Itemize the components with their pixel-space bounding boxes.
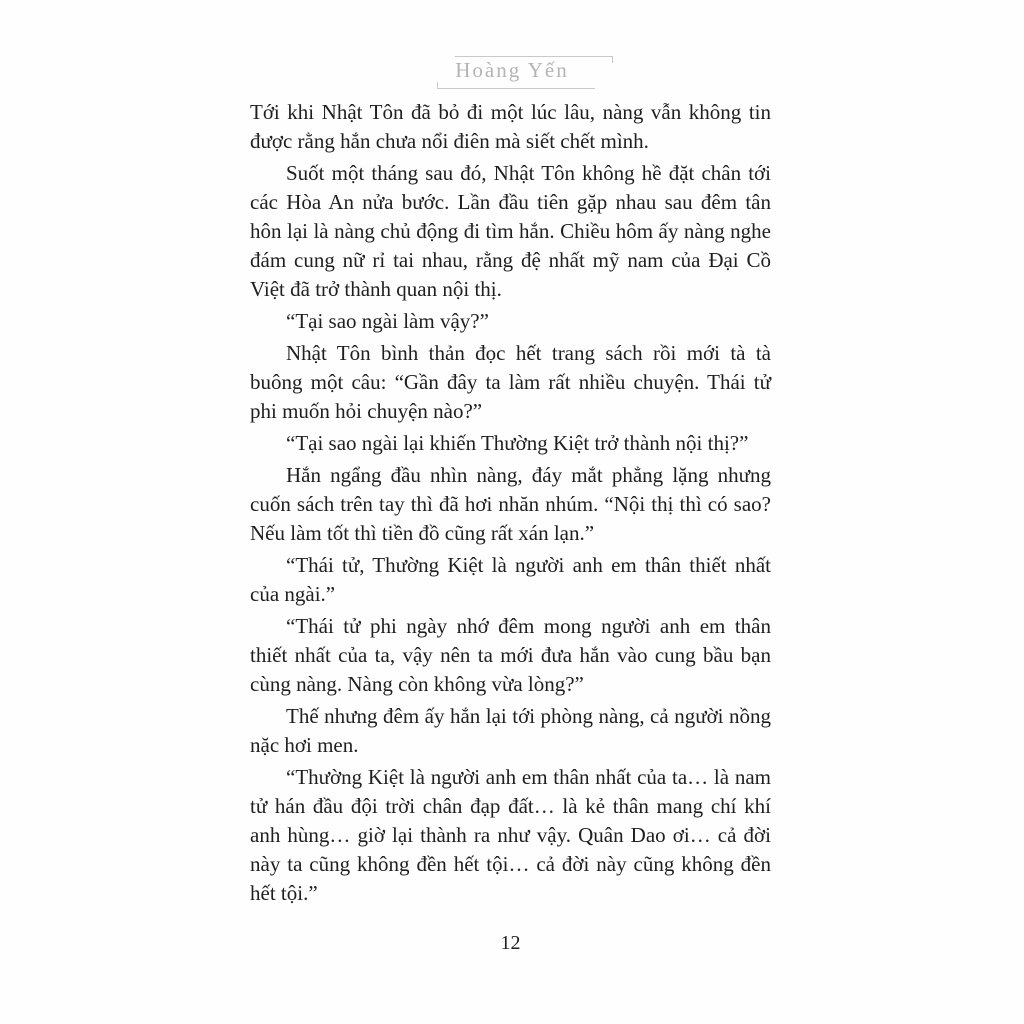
paragraph: “Tại sao ngài lại khiến Thường Kiệt trở thành nội thị?” <box>286 431 749 455</box>
running-header <box>0 48 1024 96</box>
paragraph: Suốt một tháng sau đó, Nhật Tôn không hề đặt chân tới các Hòa An nửa bước. Lần đầu tiên gặp nhau sau đêm tân hôn lại là nàng chủ động đi tìm hắn. Chiều hôm ấy nàng nghe đám cung nữ rỉ tai nhau, rằng đệ nhất mỹ nam của Đại Cồ Việt đã trở thành quan nội thị. <box>250 161 771 301</box>
paragraph: Nhật Tôn bình thản đọc hết trang sách rồi mới tà tà buông một câu: “Gần đây ta làm rất nhiều chuyện. Thái tử phi muốn hỏi chuyện nào?” <box>250 341 771 423</box>
page-body <box>250 98 771 908</box>
paragraph: Thế nhưng đêm ấy hắn lại tới phòng nàng, cả người nồng nặc hơi men. <box>250 704 771 757</box>
paragraph: “Thái tử, Thường Kiệt là người anh em thân thiết nhất của ngài.” <box>250 553 771 606</box>
running-header-title: Hoàng Yến <box>455 58 569 82</box>
header-ornament-bottom-rule <box>437 82 595 89</box>
paragraph: “Thái tử phi ngày nhớ đêm mong người anh em thân thiết nhất của ta, vậy nên ta mới đưa hắn vào cung bầu bạn cùng nàng. Nàng còn không vừa lòng?” <box>250 614 771 696</box>
paragraph: “Tại sao ngài làm vậy?” <box>286 309 489 333</box>
paragraph: “Thường Kiệt là người anh em thân nhất của ta… là nam tử hán đầu đội trời chân đạp đất… là kẻ thân mang chí khí anh hùng… giờ lại thành ra như vậy. Quân Dao ơi… cả đời này ta cũng không đền hết tội… cả đời này cũng không đền hết tội.” <box>250 765 771 905</box>
paragraph: Hắn ngẩng đầu nhìn nàng, đáy mắt phẳng lặng nhưng cuốn sách trên tay thì đã hơi nhăn nhúm. “Nội thị thì có sao? Nếu làm tốt thì tiền đồ cũng rất xán lạn.” <box>250 463 771 545</box>
page-number: 12 <box>500 932 521 954</box>
paragraph: Tới khi Nhật Tôn đã bỏ đi một lúc lâu, nàng vẫn không tin được rằng hắn chưa nổi điên mà siết chết mình. <box>250 100 771 153</box>
